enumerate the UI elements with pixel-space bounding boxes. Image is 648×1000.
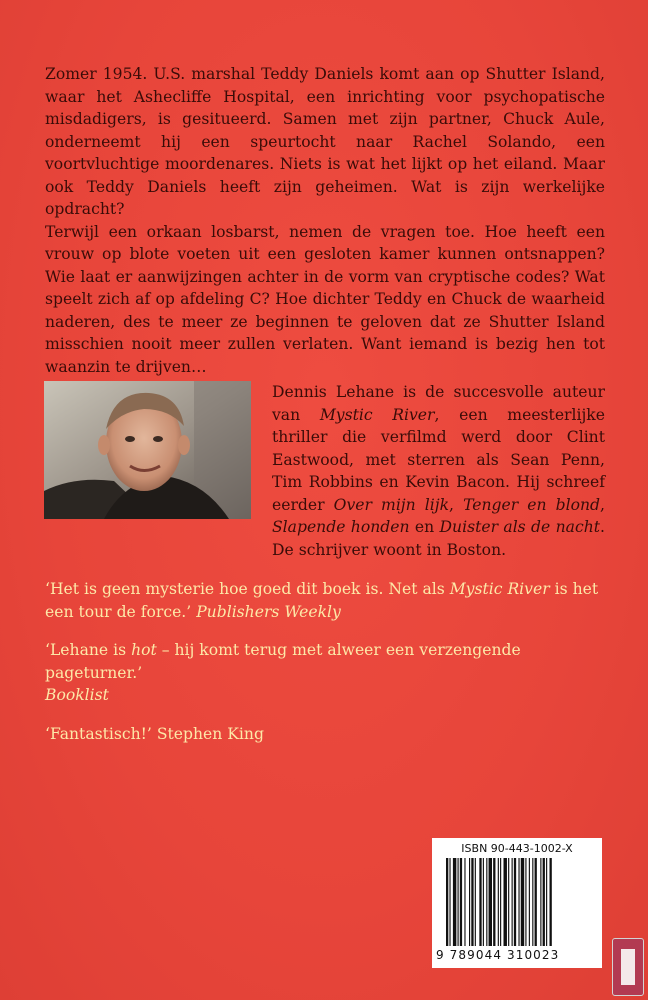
quote-book-title: Mystic River xyxy=(449,580,550,598)
quote-text: ‘Het is geen mysterie hoe goed dit boek is. Net als xyxy=(45,580,450,598)
blurb-text xyxy=(45,63,605,378)
quote-text: is het een tour de force.’ xyxy=(45,580,599,621)
quote-text: – hij komt terug met alweer een verzengende pageturner.’ xyxy=(45,641,521,682)
barcode-bar xyxy=(458,858,459,946)
quote-text: ‘Lehane is xyxy=(45,641,132,659)
author-photo xyxy=(44,381,251,519)
barcode-bars xyxy=(444,858,590,946)
isbn-number: ISBN 90-443-1002-X xyxy=(461,842,573,855)
barcode-bar xyxy=(529,858,530,946)
barcode-bar xyxy=(540,858,541,946)
barcode-bar xyxy=(483,858,484,946)
barcode-bar xyxy=(486,858,487,946)
barcode-bar xyxy=(504,858,507,946)
blurb-paragraph-1: Zomer 1954. U.S. marshal Teddy Daniels komt aan op Shutter Island, waar het Ashecliffe Hospital, een inrichting voor psychopatische misdadigers, is gesitueerd. Samen met zijn partner, Chuck Aule, onderneemt hij een speurtocht naar Rachel Solando, een voortvluchtige moordenares. Niets is wat het lijkt op het eiland. Maar ook Teddy Daniels heeft zijn geheimen. Wat is zijn werkelijke opdracht? xyxy=(45,65,605,218)
ean-number: 9 789044 310023 xyxy=(436,948,560,962)
barcode-bar xyxy=(493,858,495,946)
bio-text: en xyxy=(409,518,440,536)
barcode-bar xyxy=(500,858,501,946)
author-bio-paragraph xyxy=(272,381,605,561)
barcode-panel xyxy=(432,838,602,968)
barcode-bar xyxy=(464,858,465,946)
barcode-bar xyxy=(489,858,492,946)
barcode-bar xyxy=(469,858,470,946)
review-quote-3: ‘Fantastisch!’ Stephen King xyxy=(45,724,264,743)
barcode-bar xyxy=(514,858,516,946)
review-quote-1 xyxy=(45,578,615,623)
barcode-bar xyxy=(521,858,524,946)
barcode-bar xyxy=(543,858,545,946)
barcode-bar xyxy=(518,858,519,946)
author-bio xyxy=(272,381,605,561)
book-title: Duister als de nacht xyxy=(439,518,601,536)
bio-text: , een meesterlijke thriller die verfilmd werd door Clint Eastwood, met sterren als Sean Penn, Tim Robbins en Kevin Bacon. Hij schreef eerder xyxy=(272,405,605,514)
library-stamp xyxy=(612,938,644,996)
book-title: Slapende honden xyxy=(272,518,410,536)
book-title: Over mijn lijk xyxy=(333,495,450,514)
barcode-bar xyxy=(475,858,476,946)
bio-text: , xyxy=(449,495,464,514)
bio-text: . De schrijver woont in Boston. xyxy=(272,518,605,559)
barcode-bar xyxy=(546,858,547,946)
barcode-bar xyxy=(449,858,450,946)
barcode-bar xyxy=(446,858,448,946)
quote-source: Booklist xyxy=(45,686,109,704)
review-quotes xyxy=(45,578,615,761)
bio-text: , xyxy=(600,495,605,514)
barcode-bar xyxy=(535,858,537,946)
barcode-bar xyxy=(512,858,513,946)
barcode-bar xyxy=(498,858,499,946)
book-title: Mystic River xyxy=(319,405,435,424)
review-quote-2 xyxy=(45,639,615,707)
barcode-bar xyxy=(550,858,552,946)
barcode-bar xyxy=(479,858,481,946)
quote-source: Publishers Weekly xyxy=(196,602,341,621)
barcode-bar xyxy=(508,858,509,946)
quote-emphasis: hot xyxy=(131,641,157,659)
barcode-bar xyxy=(460,858,462,946)
barcode-bar xyxy=(525,858,526,946)
stamp-logo xyxy=(621,949,635,985)
blurb-paragraph-2: Terwijl een orkaan losbarst, nemen de vragen toe. Hoe heeft een vrouw op blote voeten uit een gesloten kamer kunnen ontsnappen? Wie laat er aanwijzingen achter in de vorm van cryptische codes? Wat speelt zich af op afdeling C? Hoe dichter Teddy en Chuck de waarheid naderen, des te meer ze beginnen te geloven dat ze Shutter Island misschien nooit meer zullen verlaten. Want iemand is bezig hen tot waanzin te drijven… xyxy=(45,222,605,376)
barcode-bar xyxy=(532,858,533,946)
barcode-bar xyxy=(471,858,473,946)
bio-text: Dennis Lehane is de succesvolle auteur van xyxy=(272,383,605,424)
book-title: Tenger en blond xyxy=(463,495,601,514)
barcode-bar xyxy=(453,858,456,946)
